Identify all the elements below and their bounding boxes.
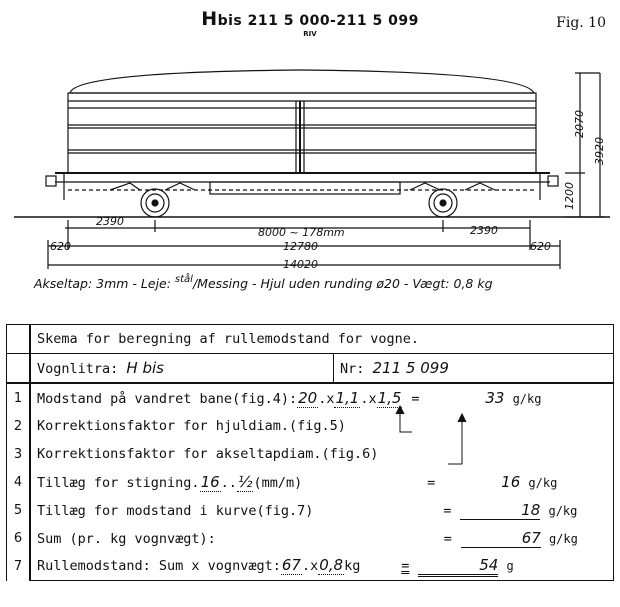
- row-number: 7: [7, 552, 31, 581]
- factor-2: 0,8: [319, 555, 344, 574]
- row-unit: g: [506, 558, 514, 573]
- row-text-b: (mm/m): [253, 475, 303, 491]
- factor-2: ½: [237, 473, 253, 491]
- times-sign: .x: [301, 557, 319, 574]
- drawing-title: [0, 8, 620, 30]
- figure-label: Fig. 10: [556, 15, 606, 31]
- row-number: 1: [7, 383, 31, 412]
- wagon-body: [68, 93, 536, 173]
- times-sign: .x: [360, 391, 377, 407]
- schema-row: [30, 468, 614, 496]
- vognlitra-label: Vognlitra:: [37, 361, 127, 377]
- arrow-akseltap: [448, 416, 462, 464]
- spec-note-sup: stål: [174, 274, 193, 285]
- row-value: 18: [460, 501, 540, 520]
- correction-arrows: [0, 380, 620, 470]
- dim-12780: 12780: [283, 240, 318, 253]
- factor-separator: ..: [220, 475, 237, 491]
- title-prefix: H: [201, 8, 218, 30]
- wagon-roof: [70, 70, 534, 93]
- equals-sign: =: [443, 502, 452, 519]
- schema-row: [30, 496, 614, 524]
- row-text: Rullemodstand: Sum x vognvægt:: [37, 557, 281, 574]
- row-unit: g/kg: [512, 392, 542, 406]
- factor-1: 20: [298, 389, 318, 407]
- equals-sign: =: [443, 530, 452, 547]
- row-value: 54: [418, 556, 498, 577]
- dim-2070: 2070: [573, 110, 586, 138]
- drawing-subtitle: RIV: [303, 30, 317, 38]
- schema-row: [30, 524, 614, 552]
- row-number: 5: [7, 496, 31, 524]
- row-value: 67: [461, 529, 541, 548]
- row-text: Sum (pr. kg vognvægt):: [37, 530, 216, 547]
- row-text: Korrektionsfaktor for akseltapdiam.(fig.6): [37, 446, 379, 462]
- dim-14020: 14020: [283, 258, 318, 271]
- wagon-drawing: [0, 60, 620, 278]
- row-unit: g/kg: [548, 531, 578, 546]
- factor-2: 1,1: [335, 389, 360, 407]
- dim-620-right: 620: [530, 240, 551, 253]
- factor-3: 1,5: [377, 389, 402, 407]
- row-text: Korrektionsfaktor for hjuldiam.(fig.5): [37, 418, 346, 434]
- nr-value: 211 5 099: [372, 359, 449, 377]
- nr-cell: [334, 354, 614, 384]
- spec-note-a: Akseltap: 3mm - Leje:: [34, 276, 175, 291]
- row-text: Tillæg for modstand i kurve(fig.7): [37, 502, 314, 519]
- dim-8000: 8000 ~ 178mm: [258, 226, 345, 239]
- dim-2390-right: 2390: [470, 224, 498, 237]
- vognlitra-value: H bis: [126, 359, 164, 377]
- row-text: Tillæg for stigning.: [37, 475, 200, 491]
- schema-row: [30, 552, 614, 581]
- times-sign: .x: [318, 391, 335, 407]
- row-value: 16: [501, 473, 521, 491]
- row-text: Modstand på vandret bane(fig.4):: [37, 391, 298, 407]
- row-text-b: kg: [344, 557, 361, 574]
- vognlitra-cell: [30, 354, 334, 384]
- row-number: 4: [7, 468, 31, 496]
- schema-corner: [7, 325, 31, 354]
- row-number: 2: [7, 412, 31, 440]
- row-unit: g/kg: [548, 503, 578, 518]
- dim-1200: 1200: [563, 182, 576, 210]
- dim-3920: 3920: [593, 137, 606, 165]
- spec-note: [34, 276, 594, 291]
- dim-620-left: 620: [50, 240, 71, 253]
- factor-1: 16: [200, 473, 220, 491]
- factor-1: 67: [281, 555, 301, 574]
- title-text: bis 211 5 000-211 5 099: [217, 13, 419, 29]
- spec-note-b: /Messing - Hjul uden runding ø20 - Vægt: 0,8 kg: [192, 276, 493, 291]
- schema-corner-2: [7, 354, 31, 384]
- nr-label: Nr:: [340, 361, 373, 377]
- equals-sign: =: [411, 391, 420, 407]
- row-number: 3: [7, 440, 31, 468]
- row-number: 6: [7, 524, 31, 552]
- equals-sign: =: [427, 475, 436, 491]
- schema-heading: Skema for beregning af rullemodstand for vogne.: [30, 325, 614, 354]
- equals-sign: =: [401, 557, 410, 574]
- row-unit: g/kg: [528, 476, 558, 490]
- row-value: 33: [485, 389, 505, 407]
- dim-2390-left: 2390: [96, 215, 124, 228]
